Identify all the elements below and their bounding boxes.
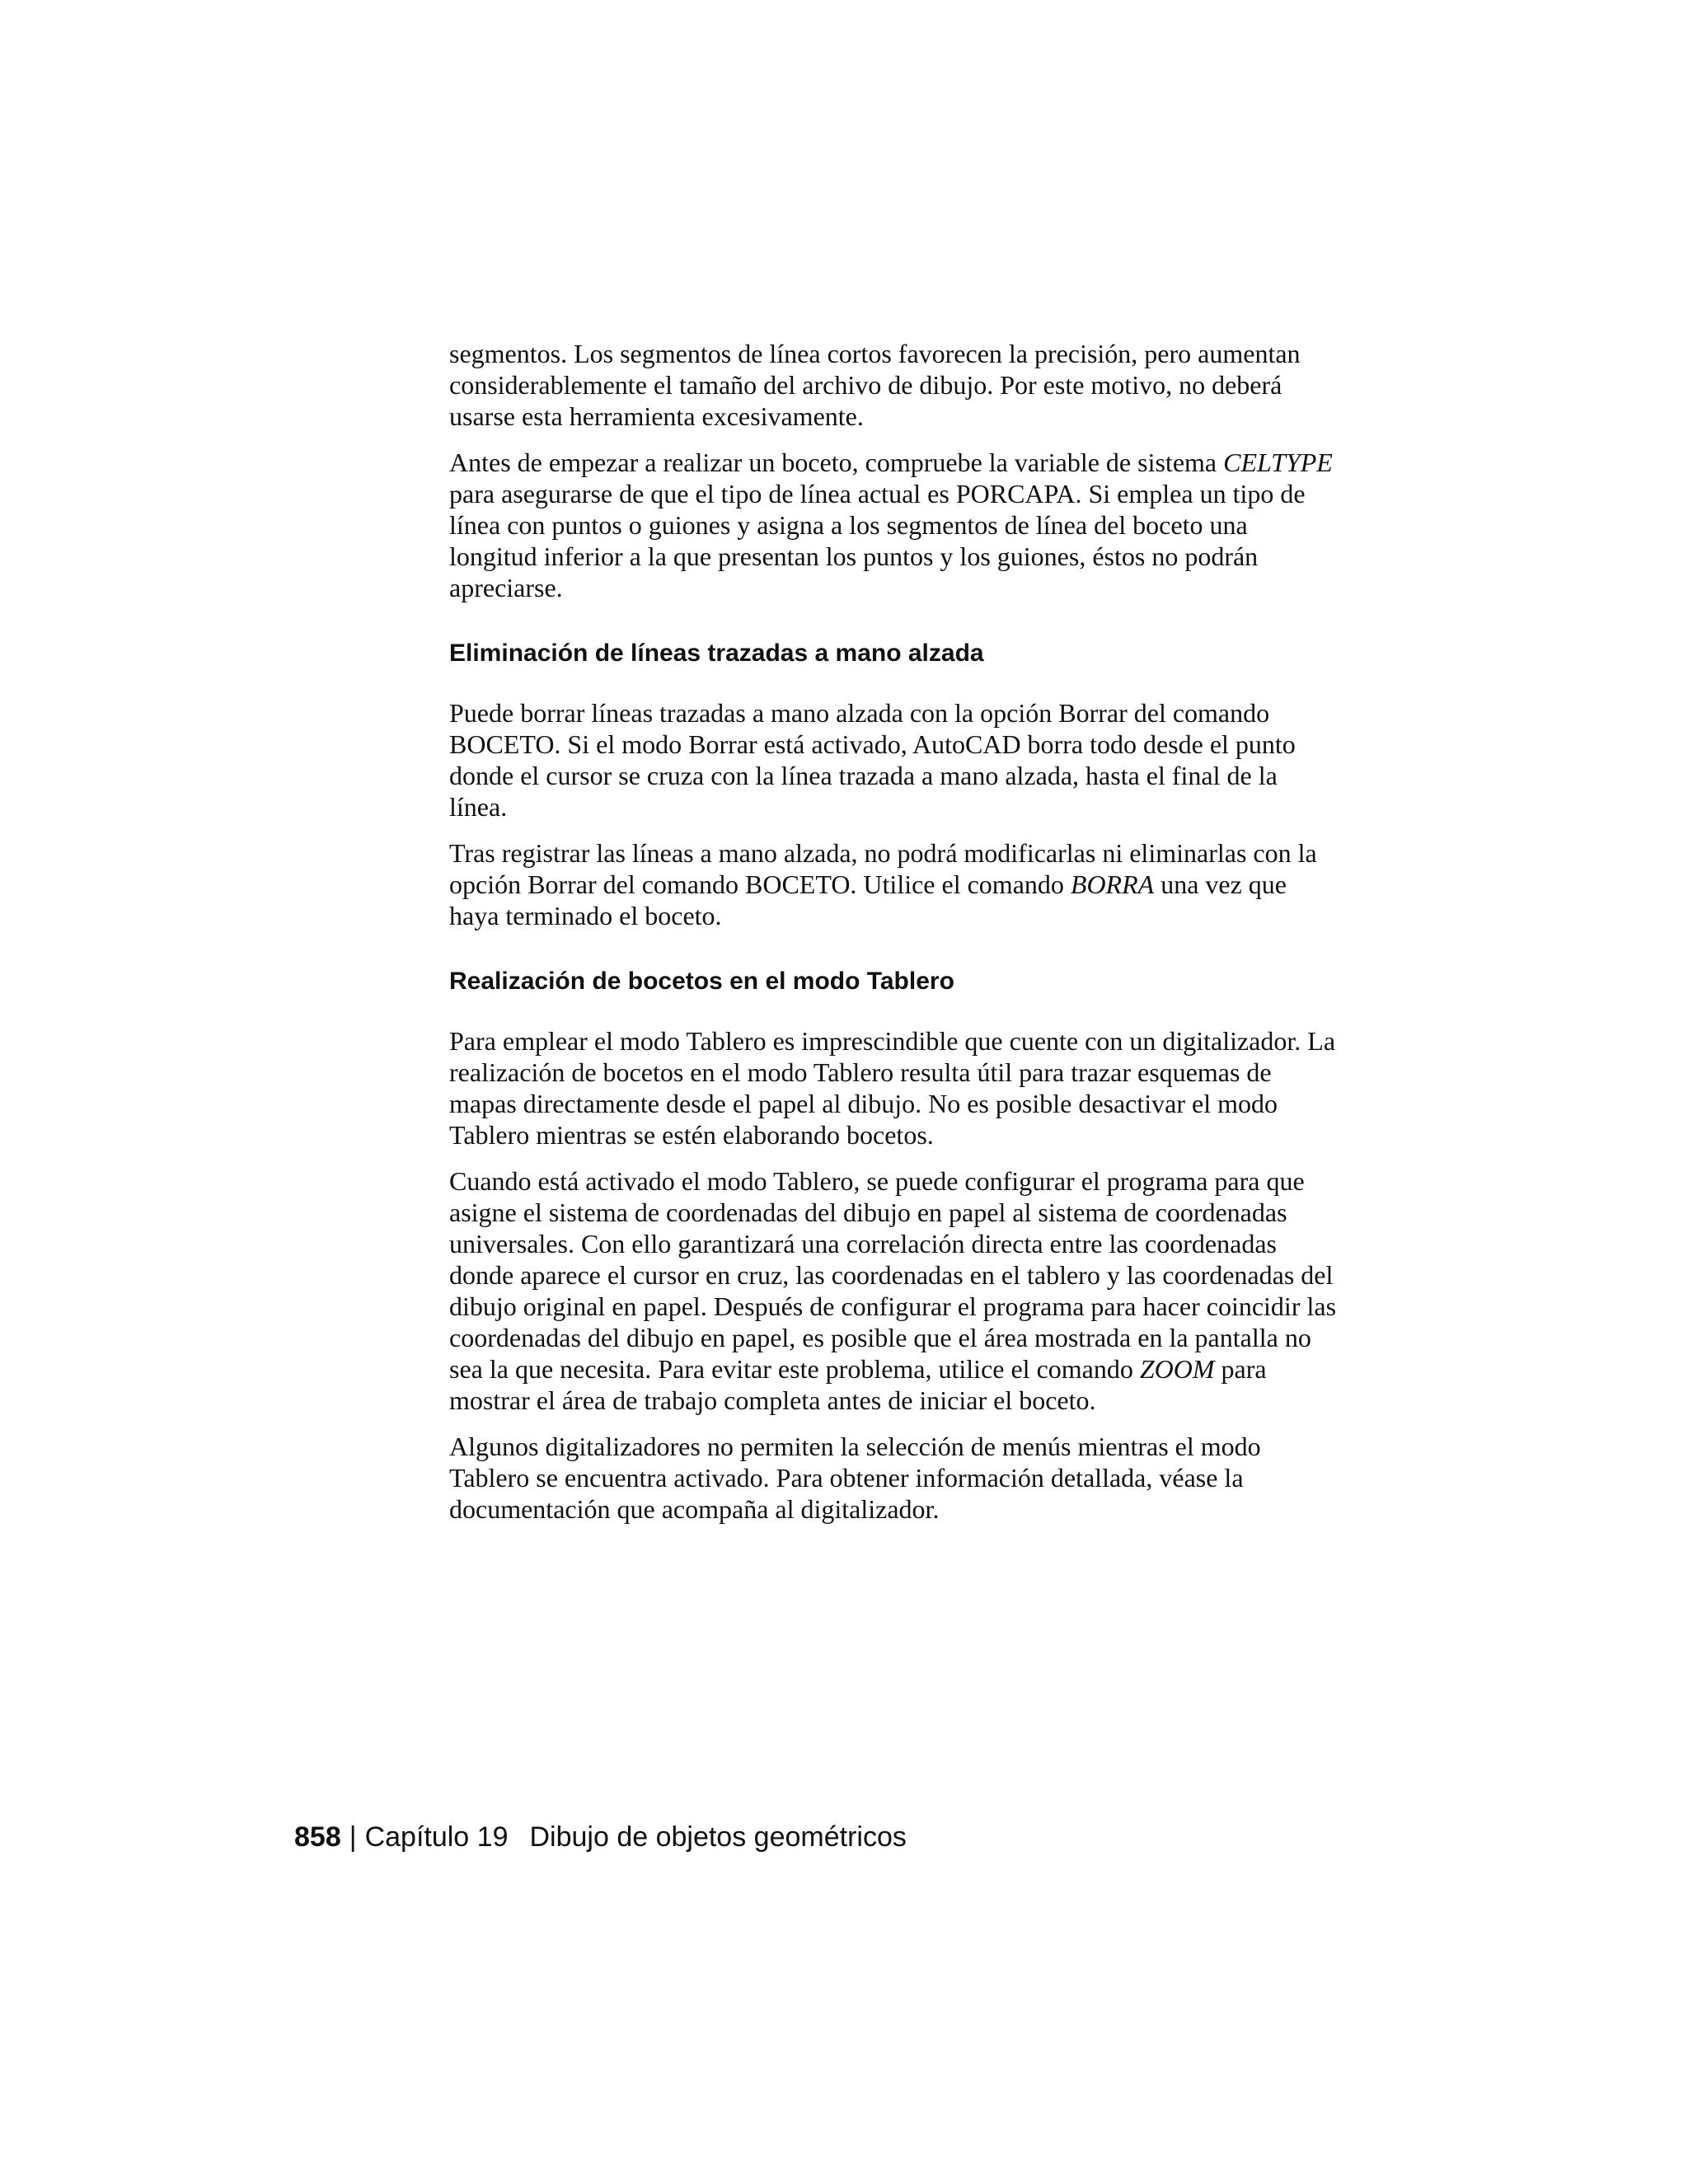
paragraph: Para emplear el modo Tablero es imprescindible que cuente con un digitalizador. La realización de bocetos en el modo Tablero resulta útil para trazar esquemas de mapas directamente desde el papel al dibujo. No es posible desactivar el modo Tablero mientras se estén elaborando bocetos. <box>449 1026 1336 1150</box>
page-body <box>449 338 1339 1540</box>
section-heading: Eliminación de líneas trazadas a mano alzada <box>449 640 984 667</box>
text-run: Cuando está activado el modo Tablero, se puede configurar el programa para que asigne el sistema de coordenadas del dibujo en papel al sistema de coordenadas universales. Con ello garantizará una correlación directa entre las coordenadas donde aparece el cursor en cruz, las coordenadas en el tablero y las coordenadas del dibujo original en papel. Después de configurar el programa para hacer coincidir las coordenadas del dibujo en papel, es posible que el área mostrada en la pantalla no sea la que necesita. Para evitar este problema, utilice el comando <box>449 1166 1337 1384</box>
italic-term: BORRA <box>1070 869 1155 899</box>
paragraph: Algunos digitalizadores no permiten la selección de menús mientras el modo Tablero se encuentra activado. Para obtener información detallada, véase la documentación que acompaña al digitalizador. <box>449 1432 1261 1524</box>
page-footer <box>294 1820 907 1854</box>
paragraph: Puede borrar líneas trazadas a mano alzada con la opción Borrar del comando BOCETO. Si el modo Borrar está activado, AutoCAD borra todo desde el punto donde el cursor se cruza con la línea trazada a mano alzada, hasta el final de la línea. <box>449 698 1296 822</box>
section-heading: Realización de bocetos en el modo Tablero <box>449 968 954 995</box>
text-run: para asegurarse de que el tipo de línea actual es PORCAPA. Si emplea un tipo de línea con puntos o guiones y asigna a los segmentos de línea del boceto una longitud inferior a la que presentan los puntos y los guiones, éstos no podrán apreciarse. <box>449 479 1306 602</box>
text-run: para mostrar el área de trabajo completa antes de iniciar el boceto. <box>449 1354 1267 1415</box>
italic-term: CELTYPE <box>1223 448 1333 477</box>
chapter-title: Dibujo de objetos geométricos <box>529 1821 907 1853</box>
chapter-label: Capítulo 19 <box>364 1821 509 1853</box>
paragraph <box>449 837 1339 931</box>
text-run: Tras registrar las líneas a mano alzada, no podrá modificarlas ni eliminarlas con la opción Borrar del comando BOCETO. Utilice el comando <box>449 838 1317 899</box>
text-run: Antes de empezar a realizar un boceto, compruebe la variable de sistema <box>449 448 1224 477</box>
paragraph: segmentos. Los segmentos de línea cortos favorecen la precisión, pero aumentan considerablemente el tamaño del archivo de dibujo. Por este motivo, no deberá usarse esta herramienta excesivamente. <box>449 339 1301 431</box>
italic-term: ZOOM <box>1139 1354 1215 1384</box>
page-number: 858 <box>294 1821 341 1853</box>
paragraph <box>449 1165 1339 1416</box>
paragraph <box>449 447 1339 603</box>
text-run: una vez que haya terminado el boceto. <box>449 869 1287 930</box>
footer-separator: | <box>349 1821 357 1853</box>
